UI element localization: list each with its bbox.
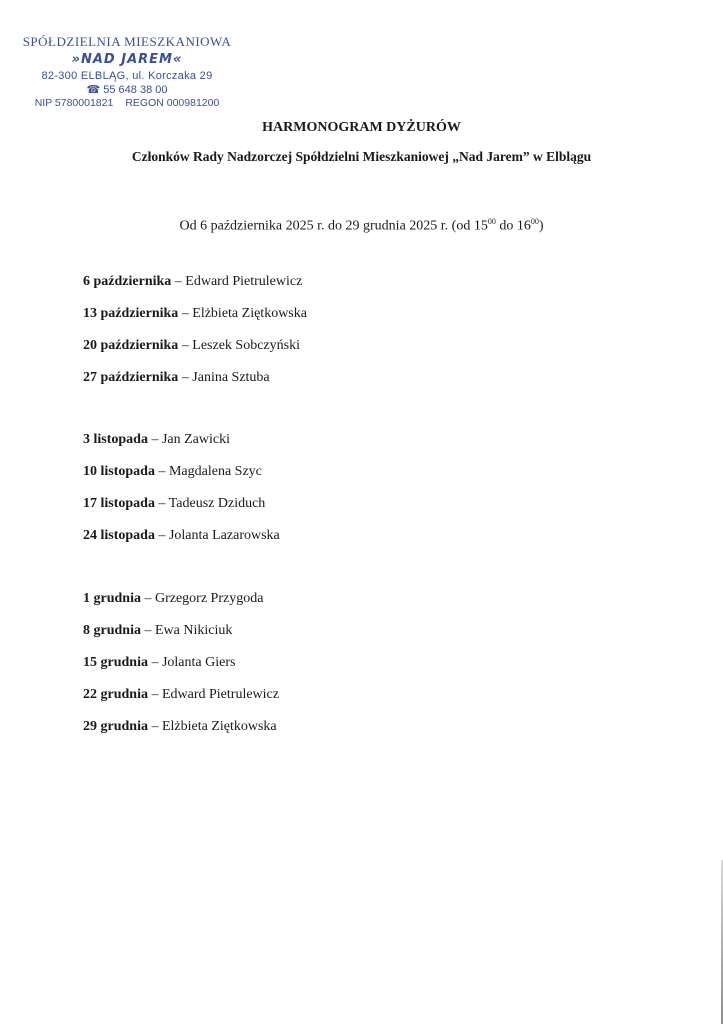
period-suffix: ) [538,218,544,234]
period-mid: do 16 [495,218,531,234]
entry-person: Ewa Nikiciuk [154,623,233,638]
entry-separator: – [147,719,162,734]
entry-person: Elżbieta Ziętkowska [161,719,277,734]
entry-person: Janina Sztuba [192,370,270,385]
schedule-entry [83,623,232,639]
entry-person: Elżbieta Ziętkowska [192,306,307,321]
stamp-address: 82-300 ELBLĄG, ul. Korczaka 29 [41,70,213,82]
schedule-entry [83,338,300,354]
entry-separator: – [154,496,169,511]
schedule-entry [83,655,235,671]
entry-date: 6 października [83,274,172,289]
stamp-ids [22,97,232,109]
schedule-entry [83,528,280,544]
entry-date: 29 grudnia [83,719,148,734]
organization-stamp [22,34,232,109]
entry-date: 3 listopada [83,432,148,447]
period-end-min: 00 [530,217,539,226]
entry-person: Tadeusz Dziduch [168,496,266,511]
entry-date: 20 października [83,338,179,353]
stamp-regon: REGON 000981200 [125,97,220,109]
entry-separator: – [147,655,162,670]
entry-person: Edward Pietrulewicz [185,274,303,289]
entry-separator: – [154,528,169,543]
period-prefix: Od 6 października 2025 r. do 29 grudnia 2025 r. (od 15 [179,218,488,234]
entry-date: 22 grudnia [83,687,148,702]
stamp-phone-row [22,83,232,96]
stamp-phone: 55 648 38 00 [103,84,168,96]
schedule-entry [83,370,270,386]
entry-date: 1 grudnia [83,591,141,606]
entry-separator: – [178,338,193,353]
schedule-entry [83,274,302,290]
period-start-min: 00 [487,217,496,226]
phone-icon: ☎ [86,84,104,96]
entry-date: 10 listopada [83,464,155,479]
entry-person: Jan Zawicki [161,432,230,447]
schedule-entry [83,306,307,322]
entry-person: Jolanta Giers [161,655,236,670]
entry-separator: – [140,623,155,638]
entry-separator: – [171,274,186,289]
entry-separator: – [178,306,193,321]
schedule-entry [83,591,263,607]
schedule-entry [83,719,277,735]
entry-date: 15 grudnia [83,655,148,670]
entry-separator: – [147,687,162,702]
entry-date: 27 października [83,370,179,385]
entry-separator: – [140,591,155,606]
entry-person: Leszek Sobczyński [192,338,300,353]
stamp-name: »NAD JAREM« [71,52,183,67]
page-title: HARMONOGRAM DYŻURÓW [262,120,461,135]
page-subtitle: Członków Rady Nadzorczej Spółdzielni Mieszkaniowej „Nad Jarem” w Elblągu [131,149,592,164]
entry-separator: – [147,432,162,447]
period-line [0,217,723,235]
schedule-entry [83,464,262,480]
schedule-entry [83,432,230,448]
stamp-org: SPÓŁDZIELNIA MIESZKANIOWA [22,34,232,49]
entry-person: Grzegorz Przygoda [154,591,264,606]
entry-person: Jolanta Lazarowska [168,528,280,543]
schedule-entry [83,687,279,703]
entry-separator: – [154,464,169,479]
stamp-nip: NIP 5780001821 [34,97,114,109]
entry-date: 24 listopada [83,528,155,543]
entry-date: 13 października [83,306,179,321]
entry-date: 17 listopada [83,496,155,511]
entry-date: 8 grudnia [83,623,141,638]
entry-person: Edward Pietrulewicz [161,687,279,702]
entry-person: Magdalena Szyc [168,464,262,479]
schedule-entry [83,496,265,512]
entry-separator: – [178,370,193,385]
